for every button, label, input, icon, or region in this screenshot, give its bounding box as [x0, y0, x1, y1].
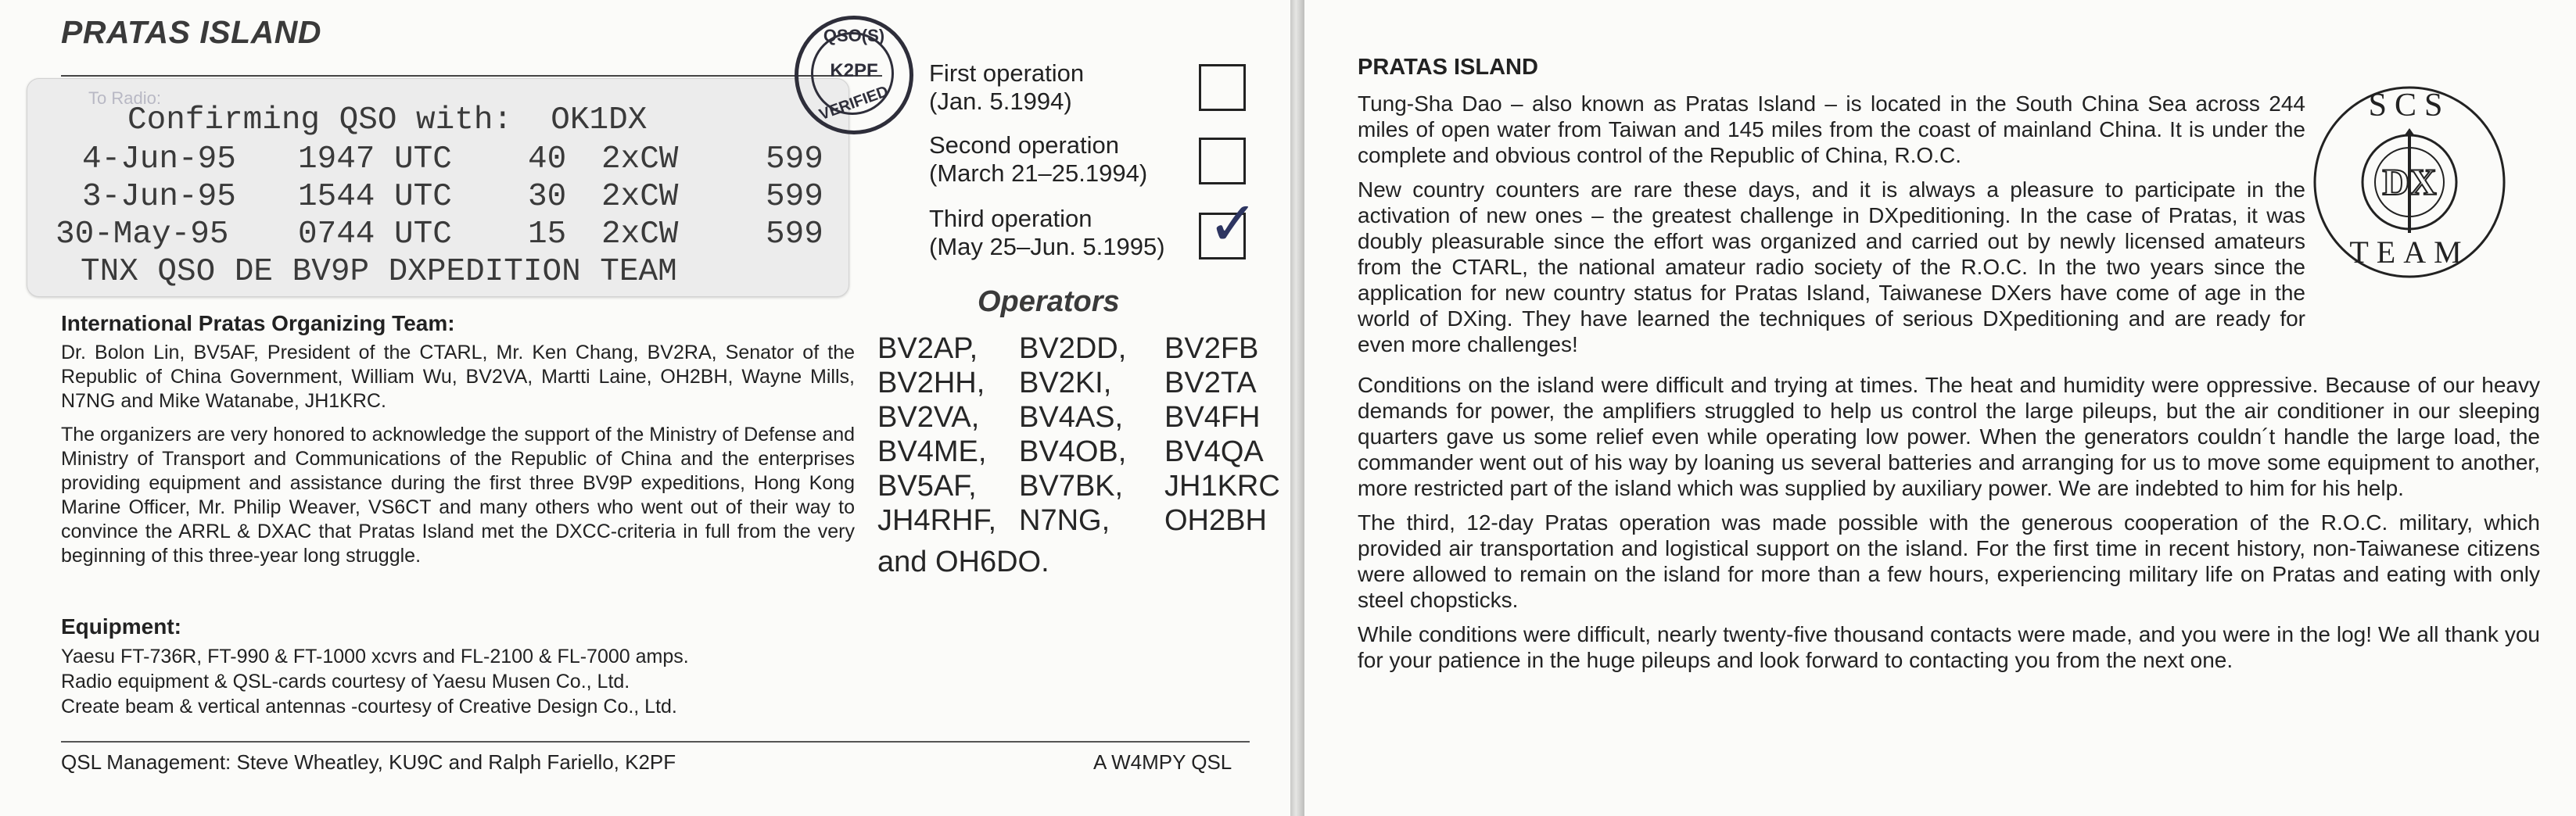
team-heading: International Pratas Organizing Team: [61, 311, 455, 335]
operation-second-checkbox [1199, 138, 1246, 184]
story-paragraph: Tung-Sha Dao – also known as Pratas Island – is located in the South China Sea across 244 miles of open water from Taiwan and 145 miles from the coast of mainland China. It is under the complete and obvious control of the Republic of China, R.O.C. [1358, 91, 2305, 167]
operator-callsign: JH1KRC [1164, 470, 1280, 503]
operation-first [929, 59, 1171, 116]
operator-callsign: BV2VA, [877, 401, 980, 434]
scs-dx-team-logo [2312, 84, 2507, 280]
card-title: PRATAS ISLAND [61, 14, 321, 50]
equipment-line: Yaesu FT-736R, FT-990 & FT-1000 xcvrs and FL-2100 & FL-7000 amps. [61, 646, 689, 667]
operator-callsign: BV2AP, [877, 332, 978, 365]
operators-list [877, 331, 1282, 538]
stamp-bottom-text: VERIFIED [816, 82, 891, 124]
operation-first-checkbox [1199, 64, 1246, 111]
qso-band: 40 [528, 141, 567, 177]
operator-callsign: BV2FB [1164, 332, 1259, 365]
equipment-line: Radio equipment & QSL-cards courtesy of Yaesu Musen Co., Ltd. [61, 671, 630, 693]
qso-date: 3-Jun-95 [82, 179, 236, 215]
operator-callsign: BV2KI, [1019, 367, 1112, 399]
printer-credit: A W4MPY QSL [1093, 750, 1232, 774]
qsl-card-back [1304, 0, 2576, 816]
title-divider [61, 75, 882, 77]
qso-mode: 2xCW [601, 141, 679, 177]
equipment-list [61, 644, 855, 719]
tnx-line: TNX QSO DE BV9P DXPEDITION TEAM [81, 254, 677, 290]
operator-callsign: BV4QA [1164, 435, 1264, 468]
confirm-line: Confirming QSO with: OK1DX [127, 102, 648, 138]
operator-callsign: BV4OB, [1019, 435, 1127, 468]
thanks-text: The organizers are very honored to acknowledge the support of the Ministry of Defense and Ministry of Transport and Communications of the Republic of China and the enterprises providing equipment and assistance during the first three BV9P expeditions, Hong Kong Marine Officer, Mr. Philip Weaver, VS6CT and many others who went out of their way to convince the ARRL & DXAC that Pratas Island met the DXCC-criteria in full from the very beginning of this three-year long struggle. [61, 424, 855, 567]
qso-mode: 2xCW [601, 179, 679, 215]
equipment-heading: Equipment: [61, 614, 181, 639]
stamp-callsign: K2PF [830, 60, 878, 81]
operator-callsign: OH2BH [1164, 504, 1267, 537]
qso-rst: 599 [766, 141, 823, 177]
operators-heading: Operators [978, 285, 1120, 318]
story-intro [1358, 91, 2305, 366]
stamp-top-text: QSO(S) [823, 26, 885, 45]
operator-callsign: N7NG, [1019, 504, 1110, 537]
story-paragraph: New country counters are rare these days, and it is always a pleasure to participate in the activation of new ones – the greatest challenge in DXpeditioning. In the case of Pratas, it was doubly pleasurable since the effort was organized and carried out by newly licensed amateurs from the CTARL, the national amateur radio society of the R.O.C. In the two years since the application for new country status for Pratas Island, Taiwanese DXers have come of age in the world of DXing. They have learned the techniques of serious DXpeditioning and are ready for even more challenges! [1358, 177, 2305, 356]
qso-mode: 2xCW [601, 217, 679, 252]
team-section [61, 341, 855, 578]
story-paragraph: While conditions were difficult, nearly twenty-five thousand contacts were made, and you were in the log! We all thank you for your patience in the huge pileups and look forward to contacting you from the next one. [1358, 622, 2540, 672]
qso-time: 1544 UTC [298, 179, 452, 215]
operation-third-checkbox [1199, 189, 1259, 259]
team-text: Dr. Bolon Lin, BV5AF, President of the CTARL, Mr. Ken Chang, BV2RA, Senator of the Republic of China Government, William Wu, BV2VA, Martti Laine, OH2BH, Wayne Mills, N7NG and Mike Watanabe, JH1KRC. [61, 342, 855, 412]
operator-callsign: BV2TA [1164, 367, 1257, 399]
qso-band: 15 [528, 217, 567, 252]
qso-date: 4-Jun-95 [82, 141, 236, 177]
story-paragraph: The third, 12-day Pratas operation was made possible with the generous cooperation of the R.O.C. military, which provided air transportation and logistical support on the island. For the first time in recent history, non-Taiwanese citizens were allowed to remain on the island for more than a few hours, experiencing military life on Pratas and eating with only steel chopsticks. [1358, 510, 2540, 612]
operation-label: First operation [929, 59, 1085, 87]
qso-band: 30 [528, 179, 567, 215]
operators-last: and OH6DO. [877, 546, 1049, 578]
logo-top-text: SCS [2368, 88, 2451, 123]
operation-dates: (March 21–25.1994) [929, 159, 1148, 187]
qso-rst: 599 [766, 217, 823, 252]
operation-second [929, 131, 1171, 188]
operator-callsign: JH4RHF, [877, 504, 997, 537]
verified-stamp [795, 16, 913, 134]
qso-date: 30-May-95 [56, 217, 229, 252]
qso-time: 1947 UTC [298, 141, 452, 177]
logo-bottom-text: TEAM [2349, 234, 2470, 270]
operation-label: Second operation [929, 131, 1120, 159]
operator-callsign: BV4ME, [877, 435, 987, 468]
card-fold [1290, 0, 1304, 816]
card-title: PRATAS ISLAND [1358, 55, 1538, 80]
equipment-line: Create beam & vertical antennas -courtesy of Creative Design Co., Ltd. [61, 696, 677, 718]
operation-label: Third operation [929, 205, 1092, 232]
qso-rst: 599 [766, 179, 823, 215]
operation-third [929, 205, 1171, 261]
operator-callsign: BV7BK, [1019, 470, 1124, 503]
operator-callsign: BV4FH [1164, 401, 1261, 434]
operator-callsign: BV4AS, [1019, 401, 1124, 434]
story-paragraph: Conditions on the island were difficult and trying at times. The heat and humidity were oppressive. Because of our heavy demands for power, the amplifiers struggled to help us control the large pileups, but the air conditioner in our sleeping quarters gave us some relief even while operating low power. When the generators couldn´t handle the large load, the commander went out of his way by loaning us several batteries and arranging for us to move some equipment to another, more restricted part of the island which was supplied by auxiliary power. We are indebted to him for his help. [1358, 373, 2540, 500]
operator-callsign: BV2HH, [877, 367, 985, 399]
logo-center-text: DX [2382, 162, 2437, 203]
story-body [1358, 372, 2540, 682]
operator-callsign: BV2DD, [1019, 332, 1127, 365]
qso-time: 0744 UTC [298, 217, 452, 252]
operator-callsign: BV5AF, [877, 470, 977, 503]
operation-dates: (May 25–Jun. 5.1995) [929, 233, 1165, 260]
checkmark-icon: ✓ [1207, 189, 1259, 258]
label-faint-text: To Radio: [88, 88, 161, 108]
operation-dates: (Jan. 5.1994) [929, 88, 1072, 115]
bottom-divider [61, 741, 1250, 743]
qsl-management: QSL Management: Steve Wheatley, KU9C and Ralph Fariello, K2PF [61, 750, 676, 774]
qso-label [27, 78, 849, 297]
